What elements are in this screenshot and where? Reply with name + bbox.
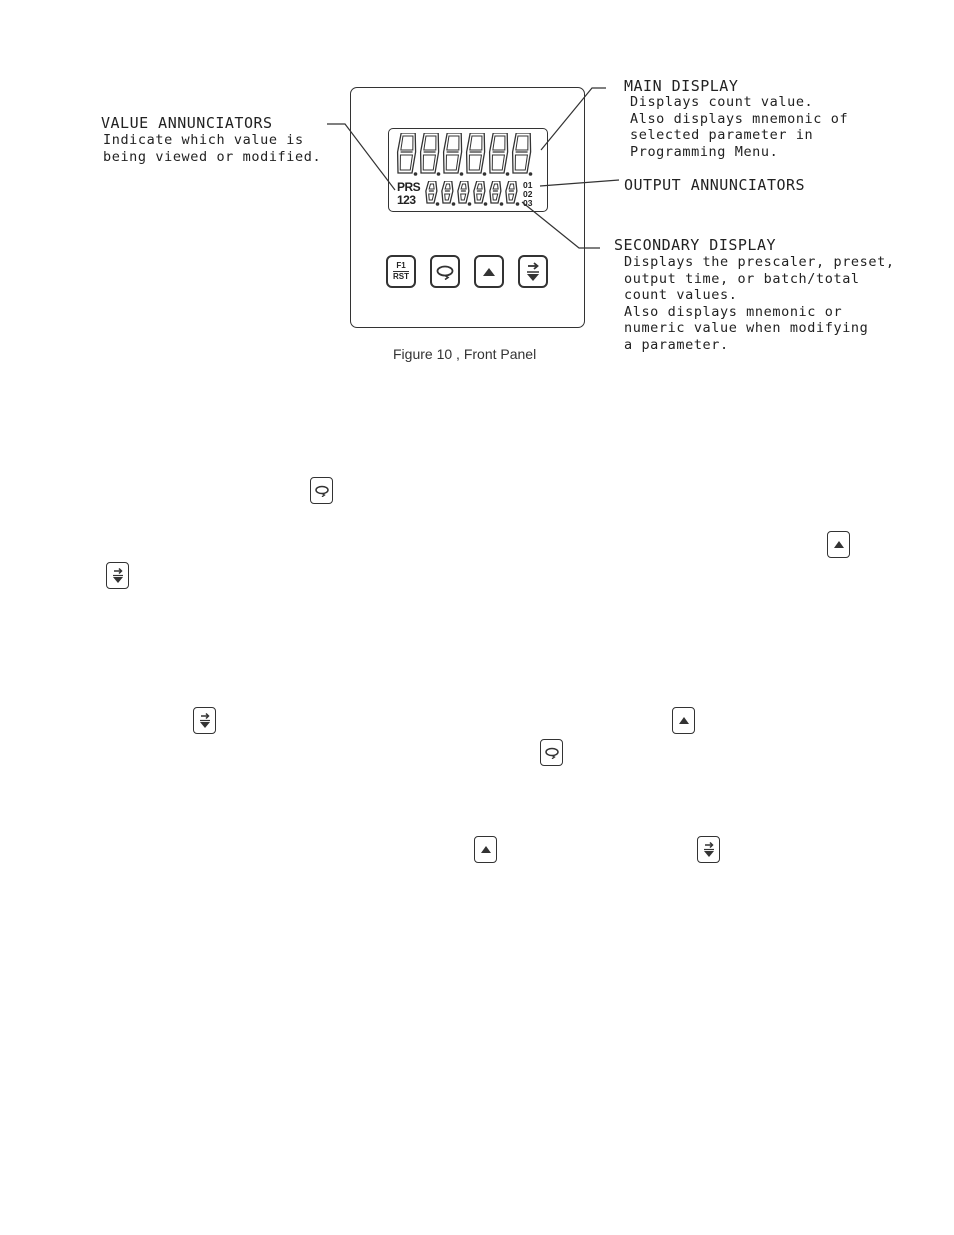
lcd-digit-inner: [429, 184, 434, 200]
secondary-display-digits: [426, 181, 519, 206]
up-arrow-icon: [482, 267, 496, 277]
lcd-decimal-point: [460, 172, 464, 176]
lcd-decimal-point: [516, 202, 520, 206]
lcd-digit-inner: [493, 184, 498, 200]
lcd-decimal-point: [506, 172, 510, 176]
up-key[interactable]: [474, 255, 504, 288]
loop-key-icon: [310, 477, 333, 504]
lcd-digit-inner: [446, 136, 459, 170]
loop-key[interactable]: [430, 255, 460, 288]
right-down-key-icon: [697, 836, 720, 863]
secondary-display: [425, 181, 525, 209]
value-annunciator-prs: PRS: [397, 180, 421, 194]
lcd-digit-inner: [461, 184, 466, 200]
secondary-display-title: SECONDARY DISPLAY: [614, 236, 777, 254]
lcd-decimal-point: [483, 172, 487, 176]
lcd-digit-inner: [515, 136, 528, 170]
lcd-digit-inner: [477, 184, 482, 200]
rst-key-label: RST: [393, 272, 409, 281]
lcd-decimal-point: [452, 202, 456, 206]
output-annunciator-02: 02: [523, 189, 533, 199]
main-display: [396, 133, 544, 179]
value-annunciators-title: VALUE ANNUNCIATORS: [101, 114, 273, 132]
f1-key-label: F1: [396, 261, 406, 270]
main-display-title: MAIN DISPLAY: [624, 77, 739, 95]
right-down-icon: [525, 261, 541, 283]
value-annunciators-description: Indicate which value is being viewed or modified.: [103, 132, 322, 165]
lcd-decimal-point: [500, 202, 504, 206]
main-display-description: Displays count value. Also displays mnemonic of selected parameter in Programming Menu.: [630, 94, 849, 160]
loop-key-icon: [540, 739, 563, 766]
main-display-digits: [398, 133, 533, 176]
lcd-decimal-point: [437, 172, 441, 176]
up-key-icon: [672, 707, 695, 734]
figure-caption: Figure 10 , Front Panel: [393, 346, 537, 362]
output-annunciator-03: 03: [523, 198, 533, 208]
lcd-decimal-point: [414, 172, 418, 176]
lcd-digit-inner: [423, 136, 436, 170]
lcd-digit-inner: [492, 136, 505, 170]
lcd-decimal-point: [468, 202, 472, 206]
lcd-digit-inner: [400, 136, 413, 170]
up-key-icon: [827, 531, 850, 558]
f1-rst-key[interactable]: [386, 255, 416, 288]
lcd-digit-inner: [445, 184, 450, 200]
right-down-key-icon: [193, 707, 216, 734]
lcd-decimal-point: [529, 172, 533, 176]
output-annunciator-01: 01: [523, 180, 533, 190]
secondary-display-description: Displays the prescaler, preset, output time, or batch/total count values. Also displays mnemonic or numeric value when modifying a parameter.: [624, 254, 895, 353]
lcd-decimal-point: [484, 202, 488, 206]
lcd-digit-inner: [469, 136, 482, 170]
lcd-decimal-point: [436, 202, 440, 206]
right-down-key-icon: [106, 562, 129, 589]
right-down-key[interactable]: [518, 255, 548, 288]
loop-icon: [435, 264, 455, 280]
up-key-icon: [474, 836, 497, 863]
lcd-digit-inner: [509, 184, 514, 200]
value-annunciator-123: 123: [397, 193, 416, 207]
output-annunciators-title: OUTPUT ANNUNCIATORS: [624, 176, 806, 194]
